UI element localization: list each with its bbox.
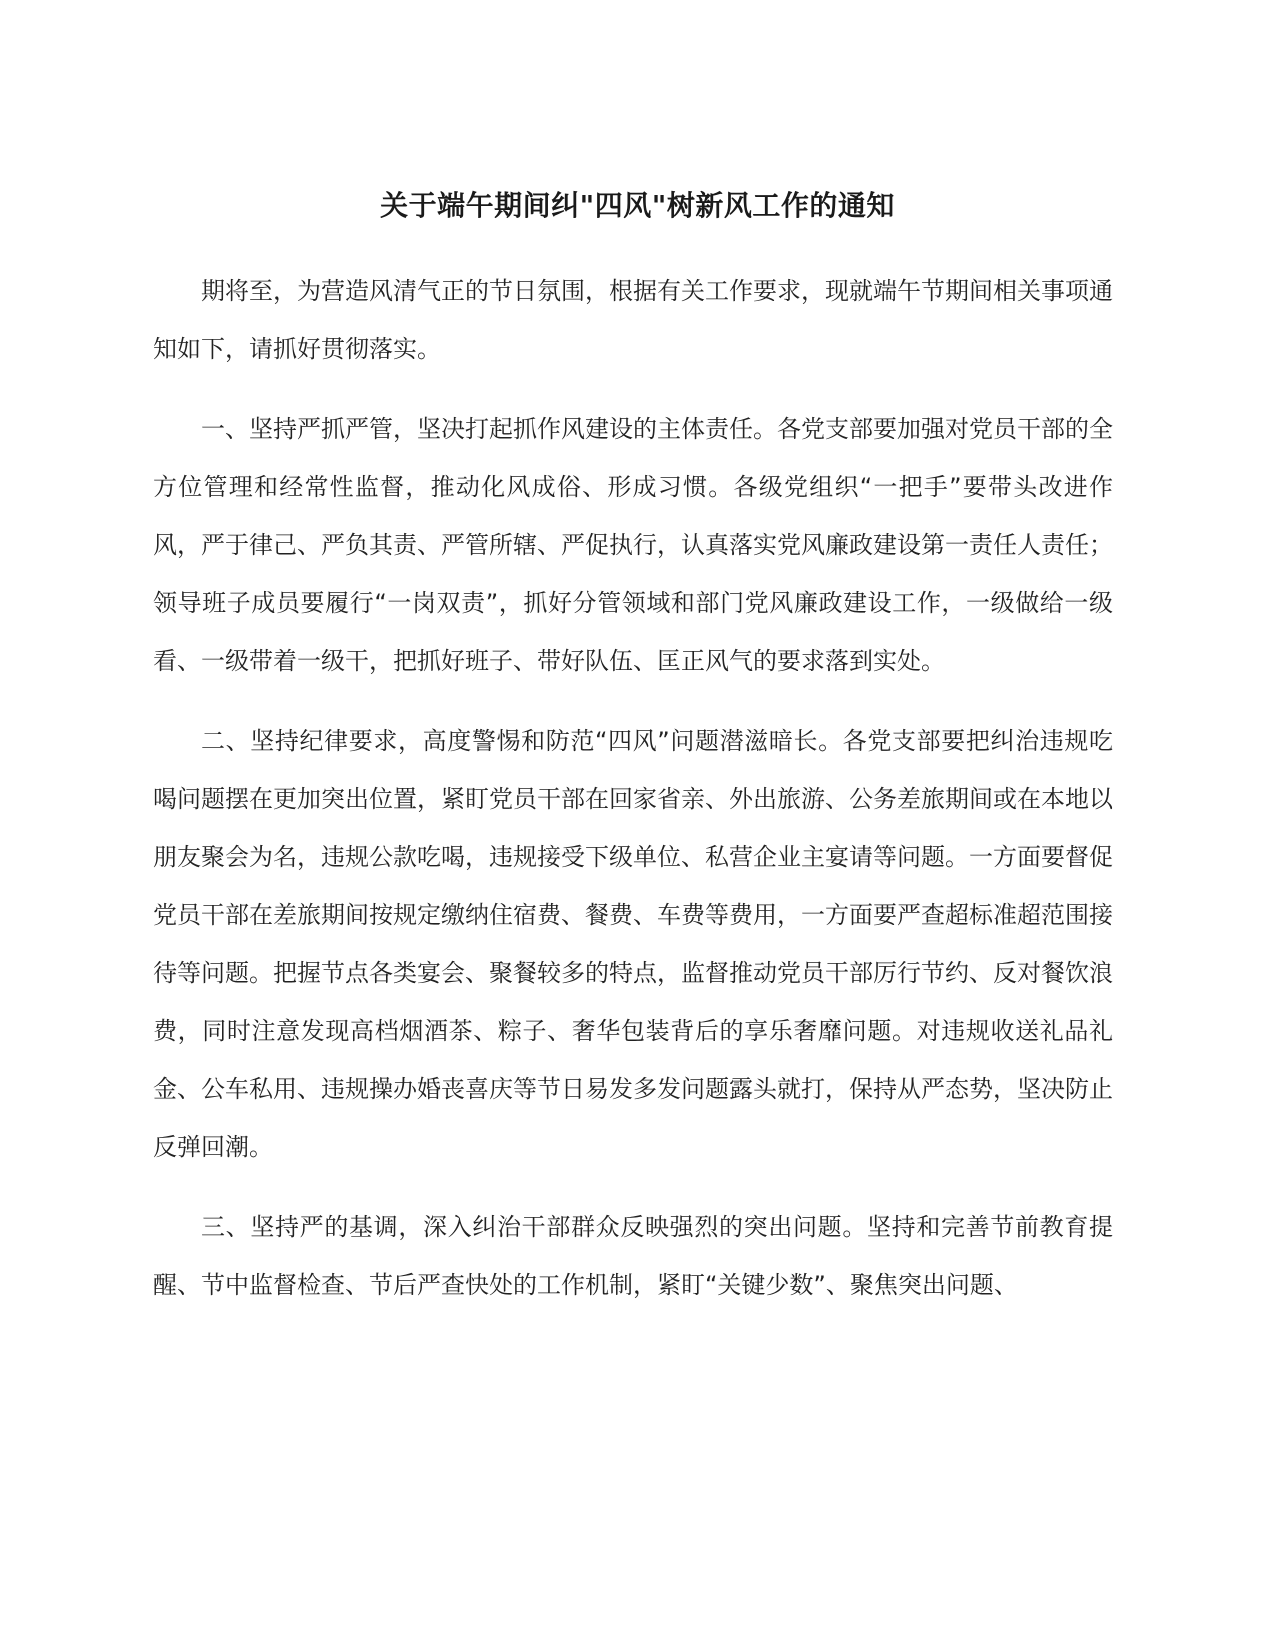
paragraph-section-2: 二、坚持纪律要求，高度警惕和防范“四风”问题潜滋暗长。各党支部要把纠治违规吃喝问题摆在更加突出位置，紧盯党员干部在回家省亲、外出旅游、公务差旅期间或在本地以朋友聚会为名，违规公款吃喝，违规接受下级单位、私营企业主宴请等问题。一方面要督促党员干部在差旅期间按规定缴纳住宿费、餐费、车费等费用，一方面要严查超标准超范围接待等问题。把握节点各类宴会、聚餐较多的特点，监督推动党员干部厉行节约、反对餐饮浪费，同时注意发现高档烟酒茶、粽子、奢华包装背后的享乐奢靡问题。对违规收送礼品礼金、公车私用、违规操办婚丧喜庆等节日易发多发问题露头就打，保持从严态势，坚决防止反弹回潮。 <box>153 727 1113 1161</box>
document-body <box>153 262 1113 1336</box>
paragraph-section-1: 一、坚持严抓严管，坚决打起抓作风建设的主体责任。各党支部要加强对党员干部的全方位管理和经常性监督，推动化风成俗、形成习惯。各级党组织“一把手”要带头改进作风，严于律己、严负其责、严管所辖、严促执行，认真落实党风廉政建设第一责任人责任；领导班子成员要履行“一岗双责”，抓好分管领域和部门党风廉政建设工作，一级做给一级看、一级带着一级干，把抓好班子、带好队伍、匡正风气的要求落到实处。 <box>153 415 1113 675</box>
paragraph-intro: 期将至，为营造风清气正的节日氛围，根据有关工作要求，现就端午节期间相关事项通知如下，请抓好贯彻落实。 <box>153 277 1113 363</box>
document-title: 关于端午期间纠"四风"树新风工作的通知 <box>380 189 895 222</box>
paragraph-section-3: 三、坚持严的基调，深入纠治干部群众反映强烈的突出问题。坚持和完善节前教育提醒、节中监督检查、节后严查快处的工作机制，紧盯“关键少数”、聚焦突出问题、 <box>153 1213 1113 1299</box>
